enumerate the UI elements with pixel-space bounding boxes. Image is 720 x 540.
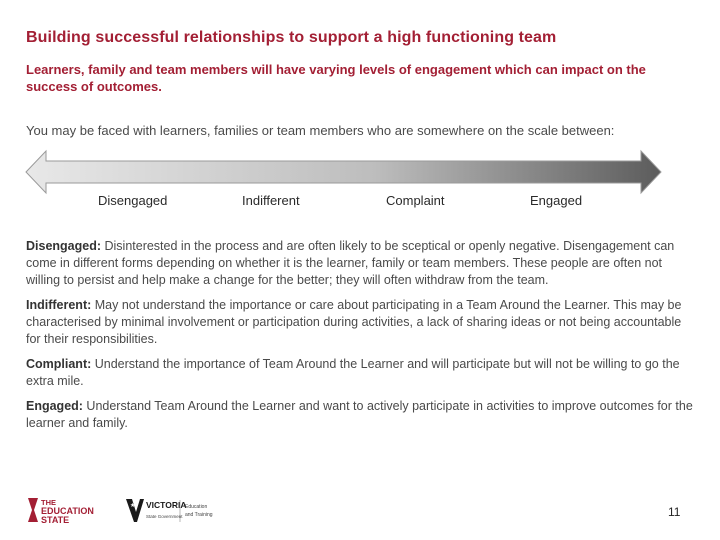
definition-compliant xyxy=(26,356,696,390)
definitions-list xyxy=(26,238,696,440)
definition-text: Understand Team Around the Learner and want to actively participate in activities to improve outcomes for the learner and family. xyxy=(26,399,693,430)
star-icon: ★ xyxy=(130,503,136,509)
education-state-mark xyxy=(28,498,38,522)
engagement-scale-arrow xyxy=(24,148,664,196)
definition-text: Understand the importance of Team Around the Learner and will participate but will not be willing to go the extra mile. xyxy=(26,357,680,388)
definition-term: Compliant: xyxy=(26,357,92,371)
definition-text: Disinterested in the process and are often likely to be sceptical or openly negative. Disengagement can come in different forms depending on whether it is the learner, family or team members. These people are often not willing to persist and help make a change for the better; they will often withdraw from the team. xyxy=(26,239,675,287)
definition-engaged xyxy=(26,398,696,432)
scale-label-complaint: Complaint xyxy=(386,193,445,208)
scale-label-indifferent: Indifferent xyxy=(242,193,300,208)
victoria-logo-text: VICTORIA xyxy=(146,500,187,510)
definition-disengaged xyxy=(26,238,696,289)
edu-logo-line-3: STATE xyxy=(41,515,70,525)
definition-indifferent xyxy=(26,297,696,348)
victoria-logo-subtext: State Government xyxy=(146,514,183,519)
intro-text: You may be faced with learners, families or team members who are somewhere on the scale between: xyxy=(26,123,615,138)
scale-label-disengaged: Disengaged xyxy=(98,193,168,208)
scale-label-engaged: Engaged xyxy=(530,193,583,208)
dept-text-line-1: Education xyxy=(185,504,208,510)
definition-term: Engaged: xyxy=(26,399,83,413)
slide-title: Building successful relationships to support a high functioning team xyxy=(26,29,557,46)
page-number: 11 xyxy=(668,505,681,519)
slide-subtitle: Learners, family and team members will have varying levels of engagement which can impact on the success of outcomes. xyxy=(26,62,646,94)
definition-term: Indifferent: xyxy=(26,298,92,312)
dept-text-line-2: and Training xyxy=(185,512,213,518)
definition-text: May not understand the importance or care about participating in a Team Around the Learner. This may be characterised by minimal involvement or participation during activities, a lack of sharing ideas or not being accountable for their responsibilities. xyxy=(26,298,682,346)
education-state-logo xyxy=(26,496,116,526)
edu-logo-line-2: EDUCATION xyxy=(41,506,94,516)
edu-logo-line-1: THE xyxy=(41,498,56,507)
victoria-government-logo xyxy=(124,496,224,526)
definition-term: Disengaged: xyxy=(26,239,102,253)
